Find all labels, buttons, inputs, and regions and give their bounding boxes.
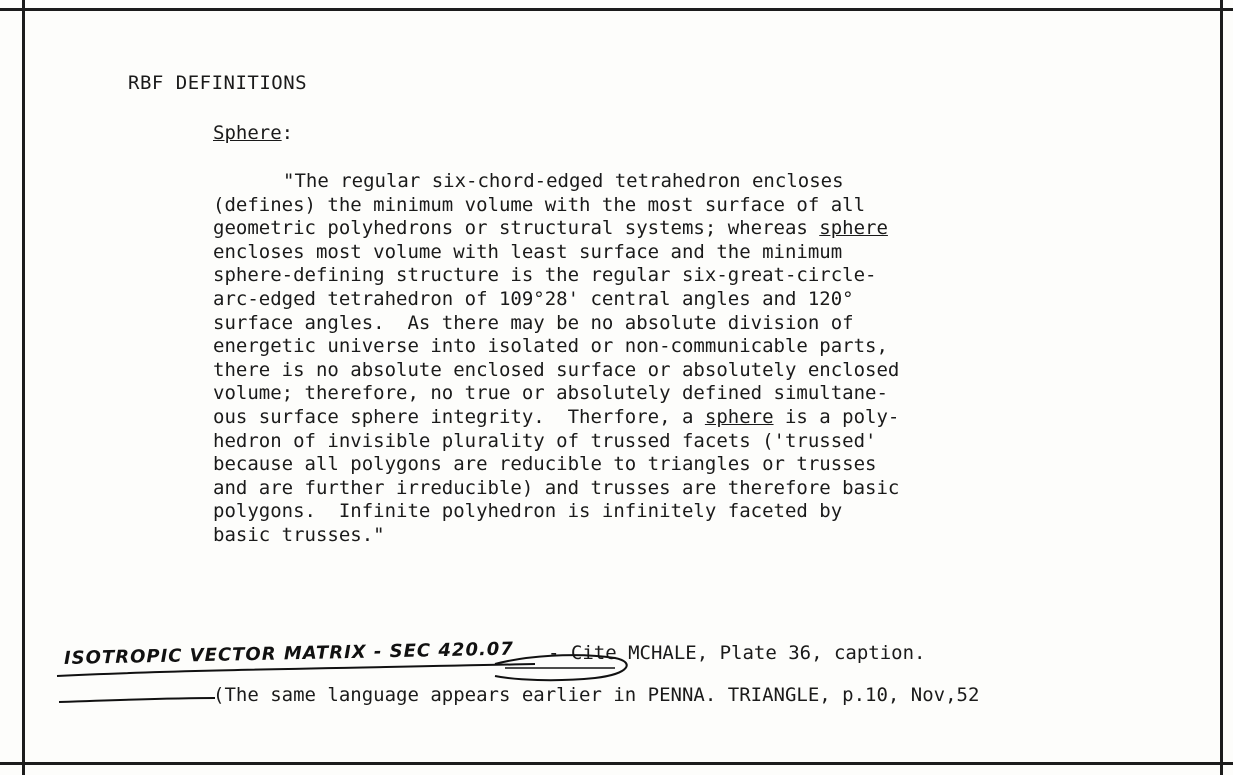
quote-line: there is no absolute enclosed surface or absolutely enclosed [213, 358, 900, 381]
left-border-line [22, 0, 25, 775]
quote-line: basic trusses." [213, 523, 385, 546]
quote-line: (defines) the minimum volume with the most surface of all [213, 193, 866, 216]
underlined-sphere: sphere [704, 405, 774, 428]
quote-line: encloses most volume with least surface and the minimum [213, 240, 843, 263]
quote-line-text: ous surface sphere integrity. Therfore, a [213, 405, 705, 428]
section-term [213, 122, 293, 144]
quote-line: polygons. Infinite polyhedron is infinitely faceted by [213, 500, 843, 523]
quote-line-tail: is a poly- [773, 405, 900, 428]
quote-line: "The regular six-chord-edged tetrahedron encloses [283, 170, 844, 192]
quote-line-text: geometric polyhedrons or structural systems; whereas [213, 217, 820, 240]
quote-line: volume; therefore, no true or absolutely defined simultane- [213, 382, 888, 405]
quote-line: energetic universe into isolated or non-communicable parts, [213, 335, 888, 358]
handwritten-annotation: ISOTROPIC VECTOR MATRIX - SEC 420.07 [63, 638, 515, 669]
top-border-line [0, 8, 1233, 11]
quote-line: sphere-defining structure is the regular six-great-circle- [213, 264, 877, 287]
right-border-line [1220, 0, 1223, 775]
bottom-border-line [0, 762, 1233, 765]
quote-line [213, 406, 1093, 430]
section-term-colon: : [281, 122, 294, 144]
source-note: (The same language appears earlier in PENNA. TRIANGLE, p.10, Nov,52 [213, 684, 980, 706]
quote-line: and are further irreducible) and trusses are therefore basic [213, 476, 900, 499]
quote-line: surface angles. As there may be no absolute division of [213, 311, 854, 334]
quote-line: hedron of invisible plurality of trussed facets ('trussed' [213, 429, 877, 452]
quote-line [213, 217, 1093, 241]
quote-line: because all polygons are reducible to triangles or trusses [213, 453, 877, 476]
document-heading: RBF DEFINITIONS [128, 72, 308, 94]
section-term-word: Sphere [213, 122, 282, 144]
underlined-sphere: sphere [819, 217, 888, 240]
quote-line: arc-edged tetrahedron of 109°28' central angles and 120° [213, 287, 854, 310]
citation: - Cite MCHALE, Plate 36, caption. [548, 642, 926, 664]
definition-quote [213, 170, 1093, 548]
